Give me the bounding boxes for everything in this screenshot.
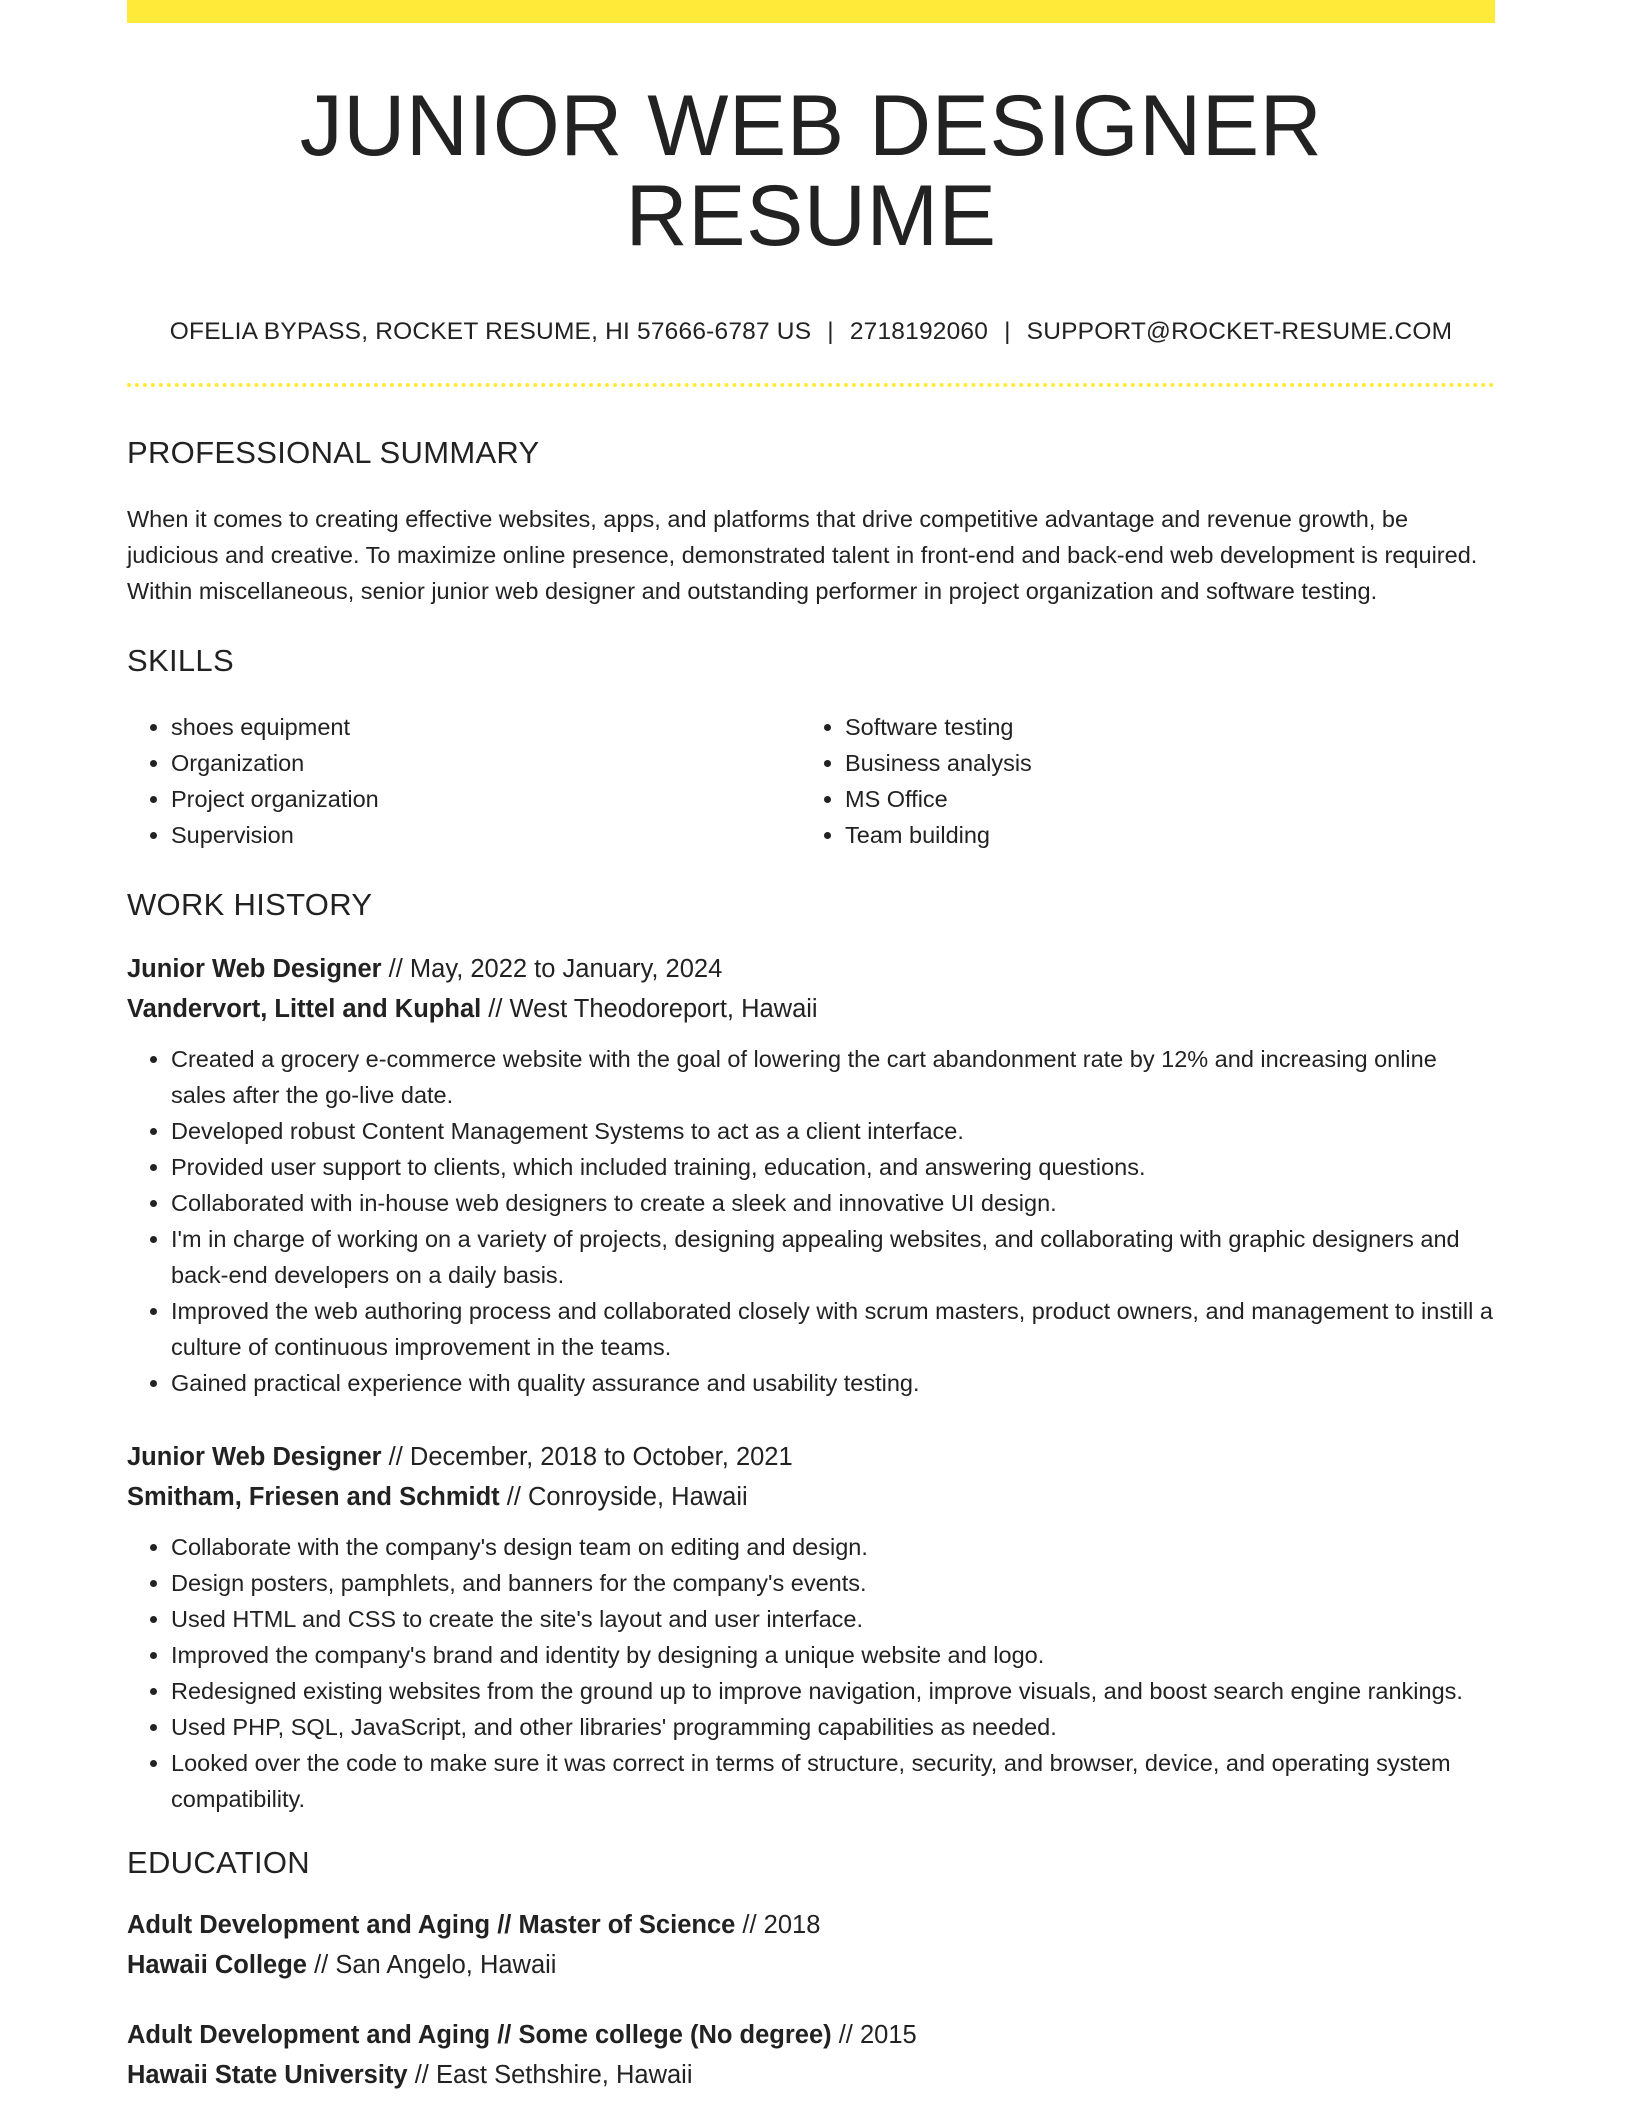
job-bullet: • Redesigned existing websites from the ground up to improve navigation, improve visuals, and boost search engine rankings. bbox=[171, 1673, 1495, 1709]
skill-item: • MS Office bbox=[845, 781, 1475, 817]
job-title: Junior Web Designer bbox=[127, 1442, 382, 1471]
contact-phone: 2718192060 bbox=[849, 317, 989, 345]
job-bullets bbox=[127, 1529, 1495, 1817]
contact-line bbox=[127, 318, 1495, 346]
job-bullet: • Provided user support to clients, which included training, education, and answering questions. bbox=[171, 1149, 1495, 1185]
job-bullet: • Gained practical experience with quality assurance and usability testing. bbox=[171, 1365, 1495, 1401]
skill-item: • Organization bbox=[171, 745, 801, 781]
education-location: // San Angelo, Hawaii bbox=[306, 1950, 557, 1979]
skill-item: • Supervision bbox=[171, 817, 801, 853]
education-school: Hawaii College bbox=[127, 1950, 307, 1979]
education-entry bbox=[127, 2015, 1495, 2095]
job-bullet: • Improved the company's brand and identity by designing a unique website and logo. bbox=[171, 1637, 1495, 1673]
job-dates: // May, 2022 to January, 2024 bbox=[381, 954, 723, 983]
job-bullet: • Created a grocery e-commerce website with the goal of lowering the cart abandonment rate by 12% and increasing online sales after the go-live date. bbox=[171, 1041, 1495, 1113]
education-year: // 2018 bbox=[735, 1910, 821, 1939]
job-title-line bbox=[127, 949, 1495, 989]
education-entry bbox=[127, 1905, 1495, 1985]
skill-item: • Software testing bbox=[845, 709, 1475, 745]
education-location: // East Sethshire, Hawaii bbox=[407, 2060, 693, 2089]
work-history-heading: WORK HISTORY bbox=[127, 886, 373, 922]
job-company-line bbox=[127, 1477, 1495, 1517]
resume-title: JUNIOR WEB DESIGNER RESUME bbox=[299, 78, 1323, 265]
job-entry bbox=[127, 1437, 1495, 1817]
contact-address: OFELIA BYPASS, ROCKET RESUME, HI 57666-6787 US bbox=[169, 317, 812, 345]
education-degree-line bbox=[127, 2015, 1495, 2055]
education-heading: EDUCATION bbox=[127, 1844, 310, 1880]
contact-separator: | bbox=[1004, 317, 1011, 345]
dotted-divider bbox=[127, 383, 1495, 387]
summary-text: When it comes to creating effective websites, apps, and platforms that drive competitive advantage and revenue growth, be judicious and creative. To maximize online presence, demonstrated talent in front-end and back-end web development is required. Within miscellaneous, senior junior web designer and outstanding performer in project organization and software testing. bbox=[127, 505, 1478, 604]
contact-email[interactable]: SUPPORT@ROCKET-RESUME.COM bbox=[1026, 317, 1453, 345]
skill-item: • Business analysis bbox=[845, 745, 1475, 781]
job-bullet: • Design posters, pamphlets, and banners for the company's events. bbox=[171, 1565, 1495, 1601]
top-accent-bar bbox=[127, 0, 1495, 23]
job-company: Vandervort, Littel and Kuphal bbox=[127, 994, 482, 1023]
summary-heading: PROFESSIONAL SUMMARY bbox=[127, 434, 540, 470]
job-bullet: • Collaborate with the company's design team on editing and design. bbox=[171, 1529, 1495, 1565]
job-bullet: • Used HTML and CSS to create the site's layout and user interface. bbox=[171, 1601, 1495, 1637]
contact-separator: | bbox=[827, 317, 834, 345]
job-location: // Conroyside, Hawaii bbox=[499, 1482, 748, 1511]
job-bullet: • Improved the web authoring process and collaborated closely with scrum masters, product owners, and management to instill a culture of continuous improvement in the teams. bbox=[171, 1293, 1495, 1365]
education-degree: Adult Development and Aging // Master of Science bbox=[127, 1910, 736, 1939]
job-bullet: • I'm in charge of working on a variety of projects, designing appealing websites, and collaborating with graphic designers and back-end developers on a daily basis. bbox=[171, 1221, 1495, 1293]
job-bullet: • Looked over the code to make sure it was correct in terms of structure, security, and browser, device, and operating system compatibility. bbox=[171, 1745, 1495, 1817]
job-bullets bbox=[127, 1041, 1495, 1401]
education-school-line bbox=[127, 2055, 1495, 2095]
education-school: Hawaii State University bbox=[127, 2060, 408, 2089]
job-dates: // December, 2018 to October, 2021 bbox=[381, 1442, 793, 1471]
job-company-line bbox=[127, 989, 1495, 1029]
job-title-line bbox=[127, 1437, 1495, 1477]
education-degree-line bbox=[127, 1905, 1495, 1945]
resume-page bbox=[127, 0, 1495, 2095]
education-year: // 2015 bbox=[831, 2020, 917, 2049]
skills-heading: SKILLS bbox=[127, 642, 234, 678]
skills-column-right bbox=[801, 709, 1475, 853]
job-location: // West Theodoreport, Hawaii bbox=[481, 994, 818, 1023]
job-bullet: • Collaborated with in-house web designers to create a sleek and innovative UI design. bbox=[171, 1185, 1495, 1221]
skills-list bbox=[127, 709, 1495, 853]
job-entry bbox=[127, 949, 1495, 1401]
job-title: Junior Web Designer bbox=[127, 954, 382, 983]
job-bullet: • Used PHP, SQL, JavaScript, and other libraries' programming capabilities as needed. bbox=[171, 1709, 1495, 1745]
education-degree: Adult Development and Aging // Some college (No degree) bbox=[127, 2020, 832, 2049]
skills-column-left bbox=[127, 709, 801, 853]
skill-item: • Team building bbox=[845, 817, 1475, 853]
skill-item: • shoes equipment bbox=[171, 709, 801, 745]
skill-item: • Project organization bbox=[171, 781, 801, 817]
job-company: Smitham, Friesen and Schmidt bbox=[127, 1482, 500, 1511]
education-school-line bbox=[127, 1945, 1495, 1985]
job-bullet: • Developed robust Content Management Systems to act as a client interface. bbox=[171, 1113, 1495, 1149]
